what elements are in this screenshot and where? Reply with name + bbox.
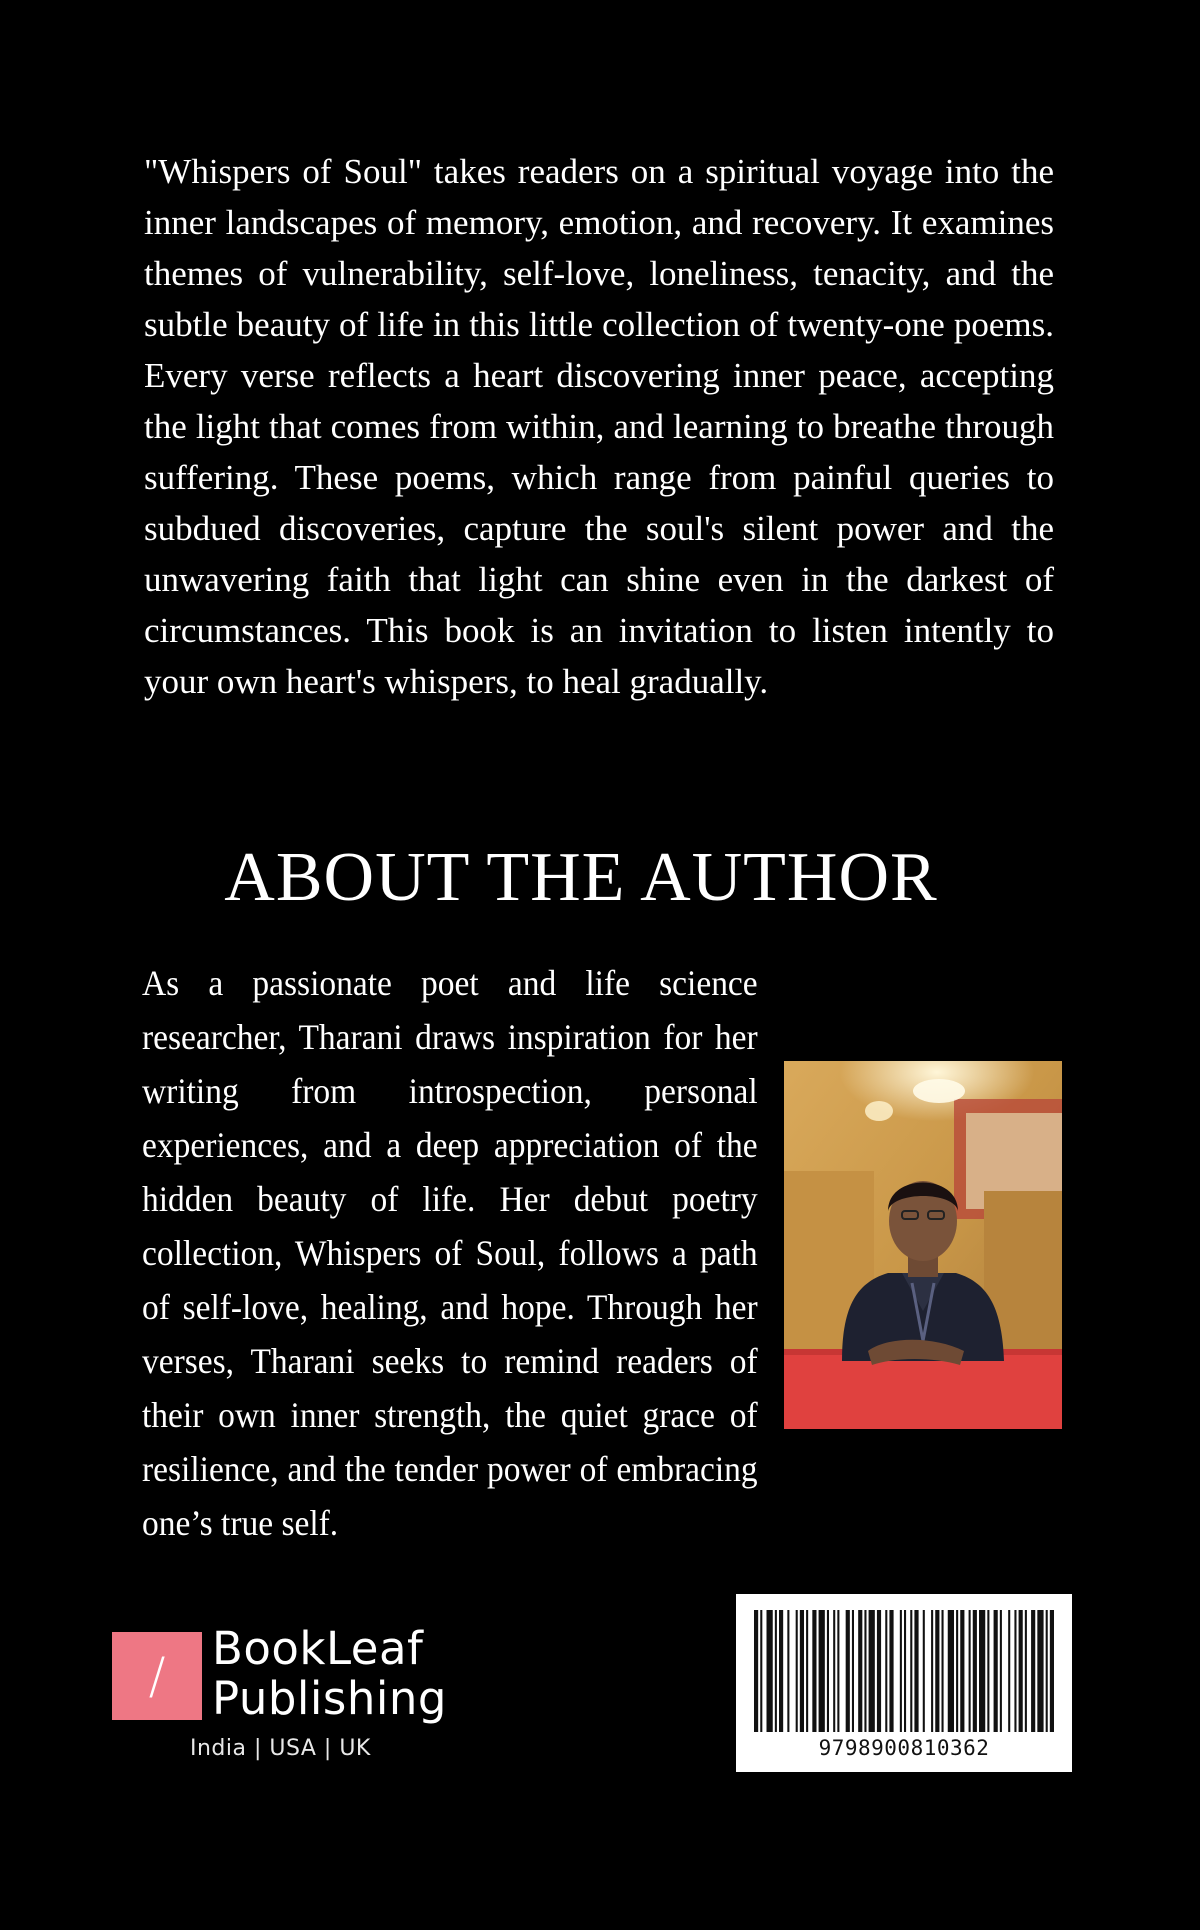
barcode-icon: [754, 1610, 1054, 1732]
about-the-author-heading: ABOUT THE AUTHOR: [224, 839, 938, 916]
author-bio: As a passionate poet and life science researcher, Tharani draws inspiration for her writing from introspection, personal experiences, and a deep appreciation of the hidden beauty of life. Her debut poetry collection, Whispers of Soul, follows a path of self-love, healing, and hope. Through her verses, Tharani seeks to remind readers of their own inner strength, the quiet grace of resilience, and the tender power of embracing one’s true self.: [142, 963, 758, 1543]
publisher-logo-icon: /: [112, 1632, 202, 1720]
back-cover-blurb: "Whispers of Soul" takes readers on a spiritual voyage into the inner landscapes of memory, emotion, and recovery. It examines themes of vulnerability, self-love, loneliness, tenacity, and the subtle beauty of life in this little collection of twenty-one poems. Every verse reflects a heart discovering inner peace, accepting the light that comes from within, and learning to breathe through suffering. These poems, which range from painful queries to subdued discoveries, capture the soul's silent power and the unwavering faith that light can shine even in the darkest of circumstances. This book is an invitation to listen intently to your own heart's whispers, to heal gradually.: [144, 152, 1054, 701]
isbn-barcode: [736, 1594, 1072, 1772]
publisher-name-line1: BookLeaf: [212, 1622, 424, 1675]
publisher-tagline: India | USA | UK: [190, 1736, 371, 1761]
author-photo: [784, 1061, 1062, 1429]
isbn-number: 9798900810362: [818, 1736, 990, 1760]
publisher-name-line2: Publishing: [212, 1672, 447, 1725]
publisher-name: [212, 1624, 447, 1724]
